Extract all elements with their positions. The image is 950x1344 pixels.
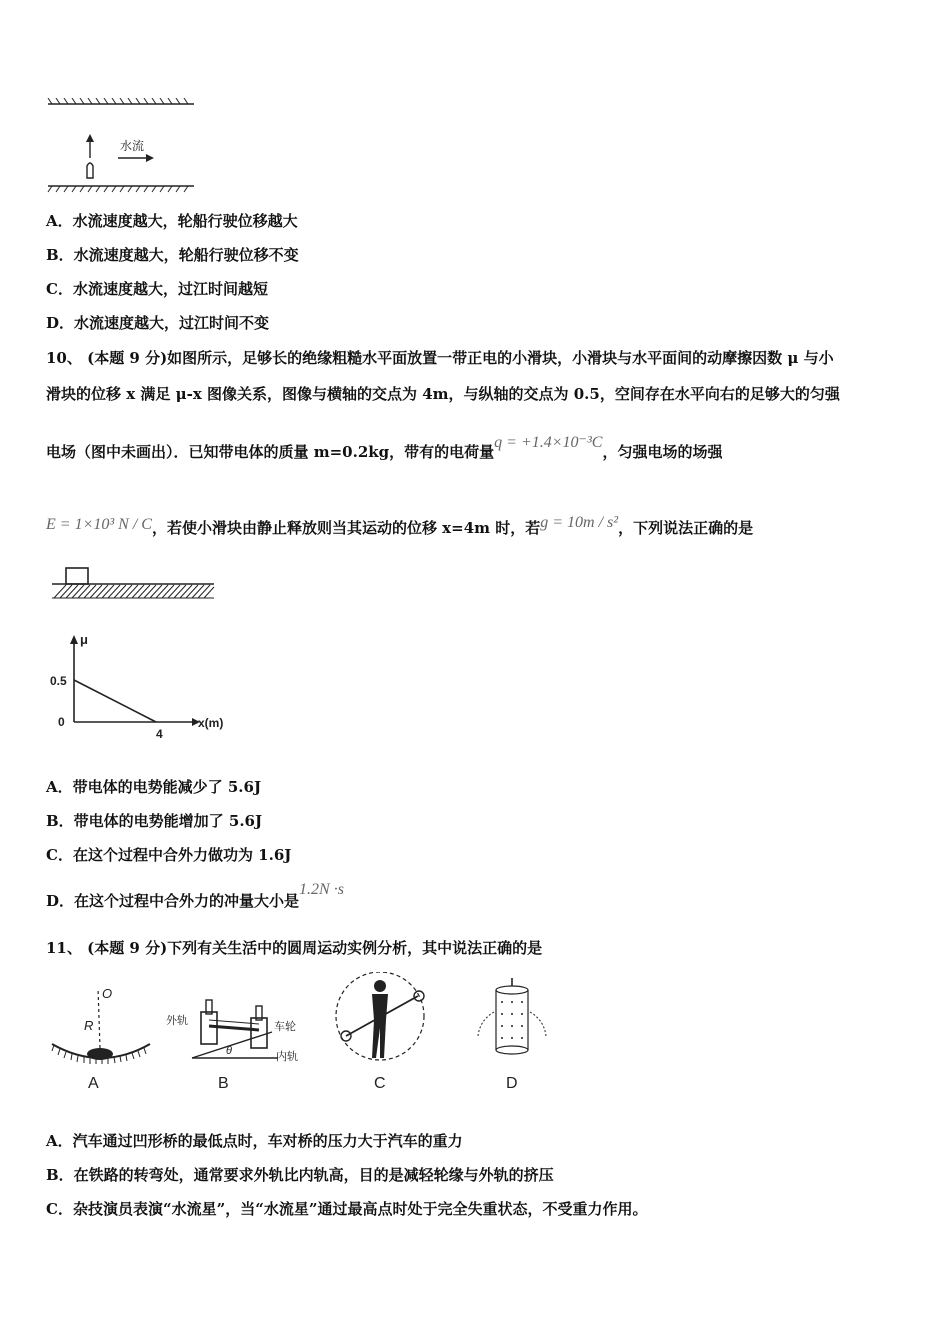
- block-on-surface-diagram: [50, 564, 218, 604]
- q11-option-c[interactable]: C．杂技演员表演“水流星”，当“水流星”通过最高点时处于完全失重状态，不受重力作用。: [46, 1200, 648, 1218]
- q11-option-a[interactable]: A．汽车通过凹形桥的最低点时，车对桥的压力大于汽车的重力: [46, 1132, 463, 1150]
- impulse-formula: 1.2N ·s: [299, 881, 344, 898]
- theta-label: θ: [226, 1045, 232, 1057]
- q9-option-a[interactable]: A．水流速度越大，轮船行驶位移越大: [46, 212, 298, 230]
- river-diagram: [46, 98, 198, 194]
- q9-option-c[interactable]: C．水流速度越大，过江时间越短: [46, 280, 268, 298]
- y-axis-arrow: [70, 635, 78, 644]
- slider-block: [66, 568, 88, 584]
- inner-rail-label: 内轨: [276, 1051, 298, 1063]
- origin-label: 0: [58, 715, 65, 729]
- q10-option-a[interactable]: A．带电体的电势能减少了 5.6J: [46, 778, 262, 796]
- water-flow-arrow: [118, 154, 154, 162]
- outer-rail-label: 外轨: [166, 1015, 188, 1027]
- y-tick-label: 0.5: [50, 674, 67, 688]
- fig-b-label: B: [218, 1075, 229, 1092]
- wheel-label: 车轮: [274, 1021, 296, 1033]
- q10-stem-line4-text: ，若使小滑块由静止释放则当其运动的位移 x=4m 时，若: [151, 519, 541, 537]
- q10-stem-line3-text: 电场（图中未画出）．已知带电体的质量 m=0.2kg，带有的电荷量: [46, 443, 495, 461]
- mu-x-series-line: [74, 680, 156, 722]
- q9-option-d[interactable]: D．水流速度越大，过江时间不变: [46, 314, 270, 332]
- q10-option-d-text: D．在这个过程中合外力的冲量大小是: [46, 892, 300, 910]
- fig-d-spin-dryer: [478, 978, 546, 1092]
- y-axis-label: μ: [80, 632, 88, 647]
- car-icon: [87, 1048, 113, 1060]
- fig-a-o-label: O: [102, 986, 113, 1001]
- fig-c-label: C: [374, 1075, 386, 1092]
- performer-head-icon: [374, 980, 386, 992]
- q9-option-b[interactable]: B．水流速度越大，轮船行驶位移不变: [46, 246, 299, 264]
- q10-option-d[interactable]: [46, 881, 344, 912]
- mu-x-graph: [46, 628, 226, 746]
- performer-body-icon: [372, 994, 388, 1058]
- gravity-formula: g = 10m / s²: [540, 514, 619, 531]
- q10-option-b[interactable]: B．带电体的电势能增加了 5.6J: [46, 812, 263, 830]
- q10-stem-line3-tail: ，匀强电场的场强: [602, 443, 723, 461]
- fig-a-concave-bridge: [52, 986, 150, 1092]
- q11-stem: 11、 (本题 9 分)下列有关生活中的圆周运动实例分析，其中说法正确的是: [46, 939, 543, 957]
- q11-option-b[interactable]: B．在铁路的转弯处，通常要求外轨比内轨高，目的是减轻轮缘与外轨的挤压: [46, 1166, 554, 1184]
- q11-figures: [46, 972, 566, 1096]
- x-axis-label: x(m): [198, 716, 224, 730]
- fig-a-label: A: [88, 1075, 99, 1092]
- q10-option-c[interactable]: C．在这个过程中合外力做功为 1.6J: [46, 846, 292, 864]
- fig-b-rail-curve: [166, 1000, 298, 1092]
- q10-stem-line3: [46, 434, 723, 463]
- q10-stem-line1: 10、 (本题 9 分)如图所示，足够长的绝缘粗糙水平面放置一带正电的小滑块，小滑块与水平面间的动摩擦因数 μ 与小: [46, 349, 834, 367]
- q10-stem-line4: [46, 514, 754, 539]
- charge-formula: q = +1.4×10⁻³C: [494, 434, 603, 451]
- outer-rail-wheel-icon: [201, 1012, 217, 1044]
- boat-icon: [87, 163, 93, 178]
- fig-d-label: D: [506, 1075, 518, 1092]
- boat-velocity-arrow: [86, 134, 94, 158]
- x-tick-label: 4: [156, 727, 163, 741]
- q10-stem-line4-tail: ，下列说法正确的是: [618, 519, 754, 537]
- q10-stem-line2: 滑块的位移 x 满足 μ-x 图像关系，图像与横轴的交点为 4m，与纵轴的交点为 0.5，空间存在水平向右的足够大的匀强: [46, 385, 840, 403]
- fig-a-r-label: R: [84, 1018, 94, 1033]
- inner-rail-wheel-icon: [251, 1018, 267, 1048]
- fig-c-water-meteor: [336, 972, 424, 1092]
- field-formula: E = 1×10³ N / C: [46, 516, 152, 533]
- water-flow-label: 水流: [120, 139, 145, 153]
